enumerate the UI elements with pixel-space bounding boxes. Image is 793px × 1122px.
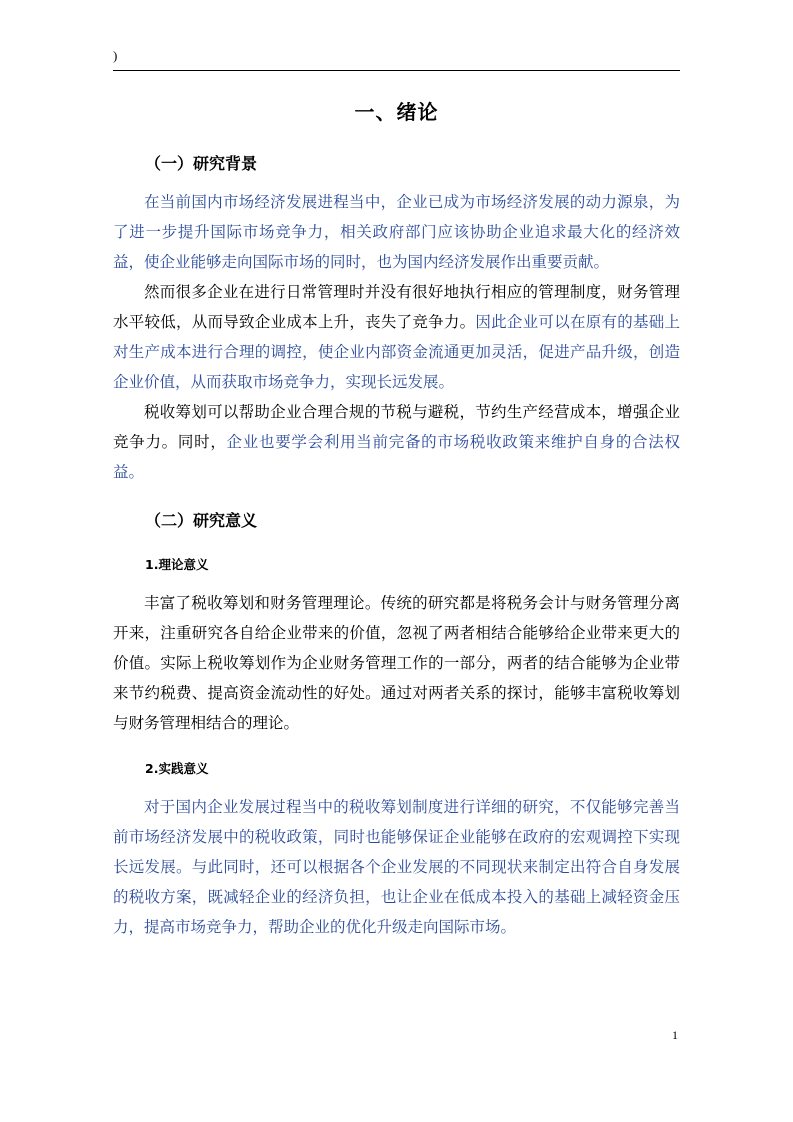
paragraph-background-2 (113, 278, 680, 398)
subsection-title-theoretical: 1.理论意义 (145, 557, 209, 572)
page-header (113, 48, 680, 71)
header-text: ) (113, 48, 118, 63)
spacer (113, 488, 680, 508)
page-number: 1 (672, 1028, 678, 1042)
spacer (113, 545, 680, 555)
subsection-title-practical: 2.实践意义 (145, 761, 209, 776)
paragraph-background-3 (113, 398, 680, 488)
paragraph-background-2-blue: 因此企业可以在原有的基础上对生产成本进行合理的调控，使企业内部资金流通更加灵活，促进产品升级，创造企业价值，从而获取市场竞争力，实现长远发展。 (113, 314, 680, 391)
paragraph-background-3-black: 税收筹划可以帮助企业合理合规的节税与避税，节约生产经营成本，增强企业竞争力。同时， (113, 404, 680, 451)
paragraph-background-3-blue: 企业也要学会利用当前完备的市场税收政策来维护自身的合法权益。 (113, 434, 680, 481)
header-divider (113, 70, 680, 71)
section-title-research-background: （一）研究背景 (145, 154, 258, 173)
section-title-research-significance: （二）研究意义 (145, 511, 258, 530)
paragraph-practical-1: 对于国内企业发展过程当中的税收筹划制度进行详细的研究，不仅能够完善当前市场经济发展中的税收政策，同时也能够保证企业能够在政府的宏观调控下实现长远发展。与此同时，还可以根据各个企业发展的不同现状来制定出符合自身发展的税收方案，既减轻企业的经济负担，也让企业在低成本投入的基础上减轻资金压力，提高市场竞争力，帮助企业的优化升级走向国际市场。 (113, 799, 680, 936)
paragraph-theoretical-1: 丰富了税收筹划和财务管理理论。传统的研究都是将税务会计与财务管理分离开来，注重研究各自给企业带来的价值，忽视了两者相结合能够给企业带来更大的价值。实际上税收筹划作为企业财务管理工作的一部分，两者的结合能够为企业带来节约税费、提高资金流动性的好处。通过对两者关系的探讨，能够丰富税收筹划与财务管理相结合的理论。 (113, 595, 680, 732)
paragraph-background-2-black: 然而很多企业在进行日常管理时并没有很好地执行相应的管理制度，财务管理水平较低，从而导致企业成本上升，丧失了竞争力。 (113, 284, 680, 331)
paragraph-background-1: 在当前国内市场经济发展进程当中，企业已成为市场经济发展的动力源泉，为了进一步提升国际市场竞争力，相关政府部门应该协助企业追求最大化的经济效益，使企业能够走向国际市场的同时，也为国内经济发展作出重要贡献。 (113, 194, 680, 271)
chapter-title: 一、绪论 (354, 100, 439, 124)
spacer (113, 739, 680, 759)
document-body (113, 96, 680, 943)
